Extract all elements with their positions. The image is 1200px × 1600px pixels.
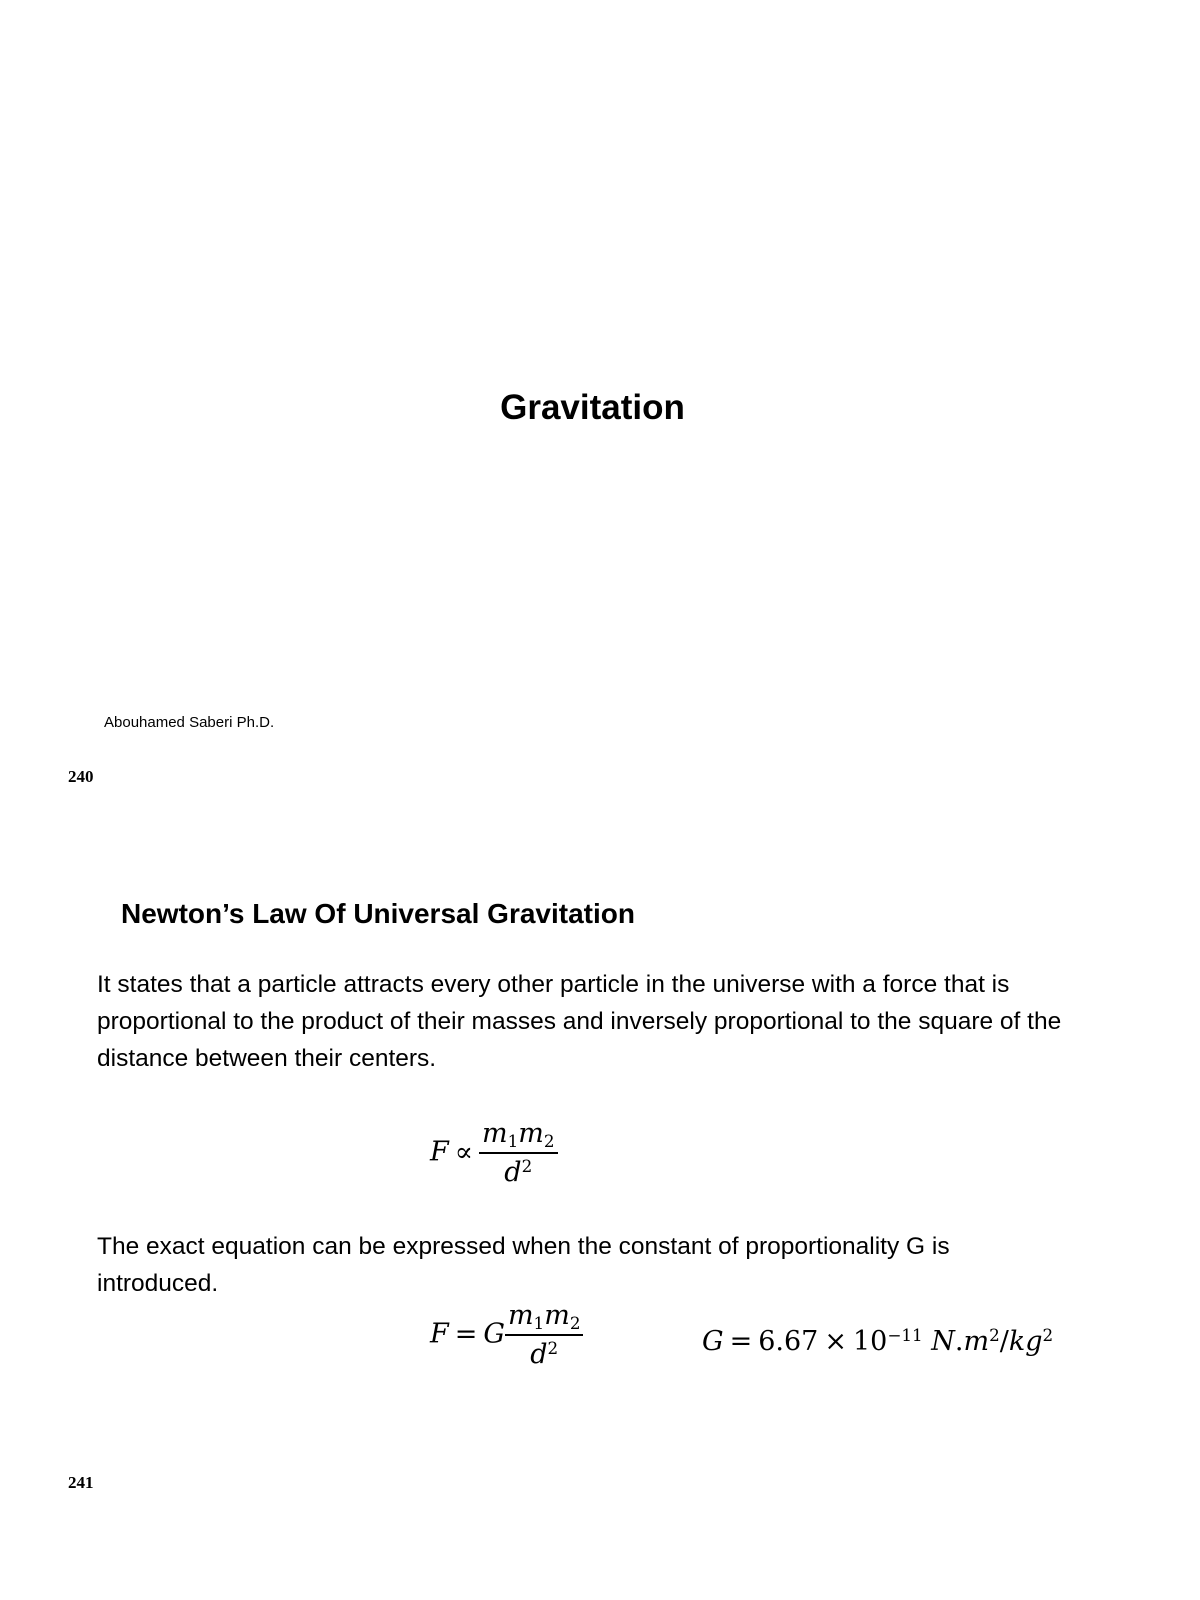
eq-mass: m xyxy=(482,1118,508,1149)
eq-lhs: F xyxy=(430,1318,449,1350)
eq-distance: d xyxy=(530,1339,548,1371)
gravitational-constant xyxy=(702,1326,1053,1357)
power-base: 10 xyxy=(852,1326,888,1357)
eq-subscript: 1 xyxy=(507,1131,519,1152)
unit-slash: / xyxy=(999,1326,1009,1357)
power-exponent: −11 xyxy=(887,1324,923,1345)
eq-relation: ∝ xyxy=(454,1136,474,1168)
constant-mantissa: 6.67 xyxy=(758,1326,819,1357)
unit-exponent: 2 xyxy=(1042,1324,1054,1345)
page-number: 240 xyxy=(68,767,94,786)
unit-newton: N xyxy=(931,1326,955,1357)
unit-meter: m xyxy=(963,1326,990,1357)
eq-distance: d xyxy=(504,1157,522,1189)
constant-symbol: G xyxy=(702,1326,724,1357)
explanation-paragraph: The exact equation can be expressed when the constant of proportionality G is introduced. xyxy=(97,1233,950,1297)
unit-exponent: 2 xyxy=(989,1324,1000,1345)
eq-mass: m xyxy=(544,1300,570,1331)
eq-subscript: 1 xyxy=(533,1313,545,1334)
eq-exponent: 2 xyxy=(521,1155,533,1176)
definition-paragraph: It states that a particle attracts every other particle in the universe with a force that is proportional to the product of their masses and inversely proportional to the square of the distance between their centers. xyxy=(97,971,1062,1072)
eq-mass: m xyxy=(507,1300,534,1331)
eq-mass: m xyxy=(518,1118,544,1149)
unit-kilogram: kg xyxy=(1008,1326,1043,1357)
eq-fraction xyxy=(479,1118,558,1188)
times-symbol: × xyxy=(824,1326,847,1357)
eq-relation: = xyxy=(729,1326,753,1357)
eq-exponent: 2 xyxy=(547,1337,559,1358)
author-name: Abouhamed Saberi Ph.D. xyxy=(104,714,275,731)
gravitation-equation xyxy=(430,1300,583,1370)
eq-subscript: 2 xyxy=(569,1313,581,1334)
eq-lhs: F xyxy=(430,1136,449,1168)
eq-fraction xyxy=(505,1300,584,1370)
proportionality-equation xyxy=(430,1118,558,1188)
page-number: 241 xyxy=(68,1473,94,1492)
eq-constant: G xyxy=(483,1318,505,1350)
eq-relation: = xyxy=(454,1318,478,1350)
slide-title: Gravitation xyxy=(500,388,685,427)
section-heading: Newton’s Law Of Universal Gravitation xyxy=(121,898,635,929)
unit-dot: . xyxy=(954,1326,964,1357)
eq-subscript: 2 xyxy=(543,1131,555,1152)
